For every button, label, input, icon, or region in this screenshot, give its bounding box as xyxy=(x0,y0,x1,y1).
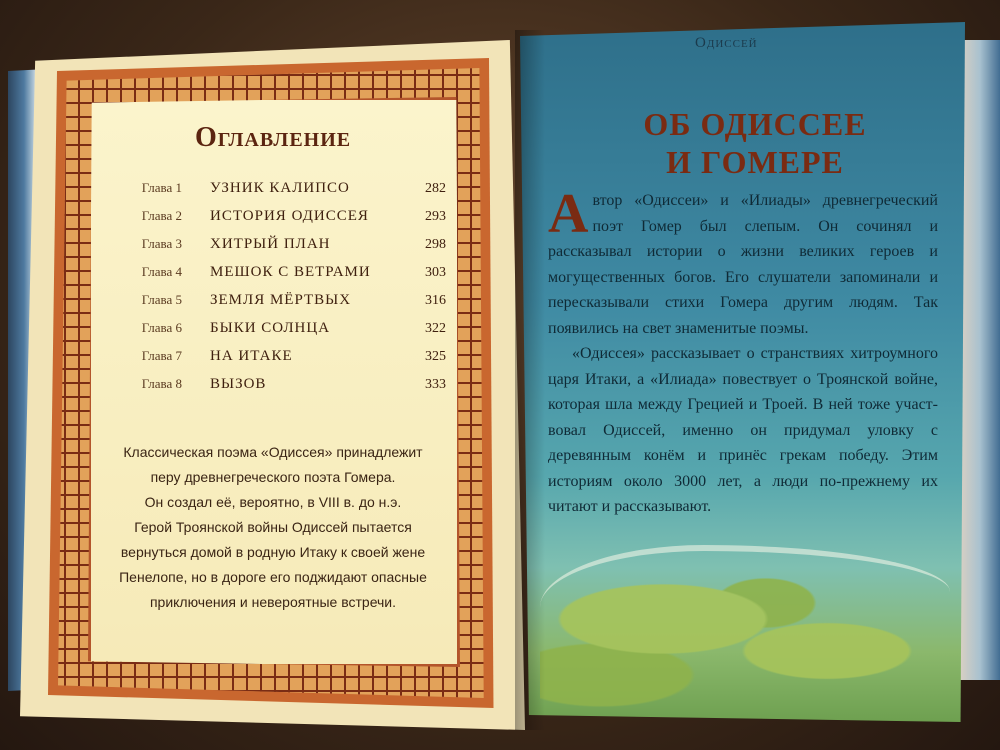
toc-chapter-title: ЗЕМЛЯ МЁРТВЫХ xyxy=(210,292,352,308)
article-title-line: И ГОМЕРЕ xyxy=(666,144,844,180)
toc-page-number: 293 xyxy=(425,209,446,224)
toc-page-number: 282 xyxy=(425,181,446,196)
toc-row xyxy=(120,320,460,348)
toc-page-number: 303 xyxy=(425,265,446,280)
intro-line: приключения и невероятные встречи. xyxy=(149,594,397,610)
drop-cap: А xyxy=(548,183,589,245)
toc-chapter-title: НА ИТАКЕ xyxy=(210,348,293,364)
toc-page-number: 322 xyxy=(425,321,446,336)
toc-chapter-title: МЕШОК С ВЕТРАМИ xyxy=(210,264,371,280)
toc-chapter-label: Глава 4 xyxy=(141,264,182,279)
intro-line: Пенелопе, но в дороге его поджидают опасные xyxy=(119,569,427,585)
toc-chapter-label: Глава 5 xyxy=(141,292,182,307)
toc-title: Оглавление xyxy=(195,122,352,153)
intro-line: Классическая поэма «Одиссея» принадлежит xyxy=(123,444,423,460)
toc-chapter-label: Глава 6 xyxy=(141,320,182,335)
toc-page-number: 316 xyxy=(425,293,446,308)
toc-page-number: 298 xyxy=(425,237,446,252)
book-cover-edge-right xyxy=(960,40,1000,680)
toc-chapter-label: Глава 1 xyxy=(141,180,182,195)
toc-chapter-label: Глава 7 xyxy=(141,348,182,363)
intro-line: вернуться домой в родную Итаку к своей жене xyxy=(120,544,426,560)
toc-list xyxy=(120,180,460,404)
toc-page-number: 325 xyxy=(425,349,446,364)
toc-row xyxy=(120,236,460,264)
article-title xyxy=(620,105,890,181)
body-paragraph: «Одиссея» рассказывает о странствиях хитроумного царя Итаки, а «Илиада» повествует о Троянской войне, которая шла между Грецией и Троей. В ней тоже участвовал Одиссей, именно он придумал уловку с деревянным конём и принёс грекам победу. Этим историям около 3000 лет, а люди по-прежнему их читают и рассказывают. xyxy=(548,345,938,515)
toc-chapter-label: Глава 8 xyxy=(141,376,182,391)
toc-row xyxy=(120,348,460,376)
body-paragraph xyxy=(548,183,938,341)
toc-row xyxy=(120,180,460,208)
intro-line: перу древнегреческого поэта Гомера. xyxy=(150,469,396,485)
intro-line: Герой Троянской войны Одиссей пытается xyxy=(134,519,412,535)
toc-row xyxy=(120,376,460,404)
toc-row xyxy=(120,292,460,320)
intro-line: Он создал её, вероятно, в VIII в. до н.э. xyxy=(144,494,402,510)
toc-chapter-title: ХИТРЫЙ ПЛАН xyxy=(210,236,331,252)
toc-chapter-title: УЗНИК КАЛИПСО xyxy=(210,180,350,196)
toc-row xyxy=(120,264,460,292)
toc-chapter-label: Глава 2 xyxy=(141,208,182,223)
toc-chapter-title: ИСТОРИЯ ОДИССЕЯ xyxy=(210,208,369,224)
toc-chapter-title: ВЫЗОВ xyxy=(210,376,267,392)
article-title-line: ОБ ОДИССЕЕ xyxy=(643,106,867,142)
toc-chapter-title: БЫКИ СОЛНЦА xyxy=(210,320,331,336)
toc-page-number: 333 xyxy=(425,377,446,392)
intro-paragraph xyxy=(108,440,438,615)
running-head: Одиссей xyxy=(695,35,758,51)
article-body xyxy=(548,183,938,520)
toc-chapter-label: Глава 3 xyxy=(141,236,182,251)
paragraph-text: втор «Одиссеи» и «Илиады» древнегреческий поэт Гомер был слепым. Он сочинял и рассказывал истории о жизни великих героев и могущественных богов. Его слушатели запоминали и пересказывали стихи Гомера другим людям. Так появились на свет знаменитые поэмы. xyxy=(548,192,938,337)
book-gutter xyxy=(515,30,545,730)
toc-row xyxy=(120,208,460,236)
